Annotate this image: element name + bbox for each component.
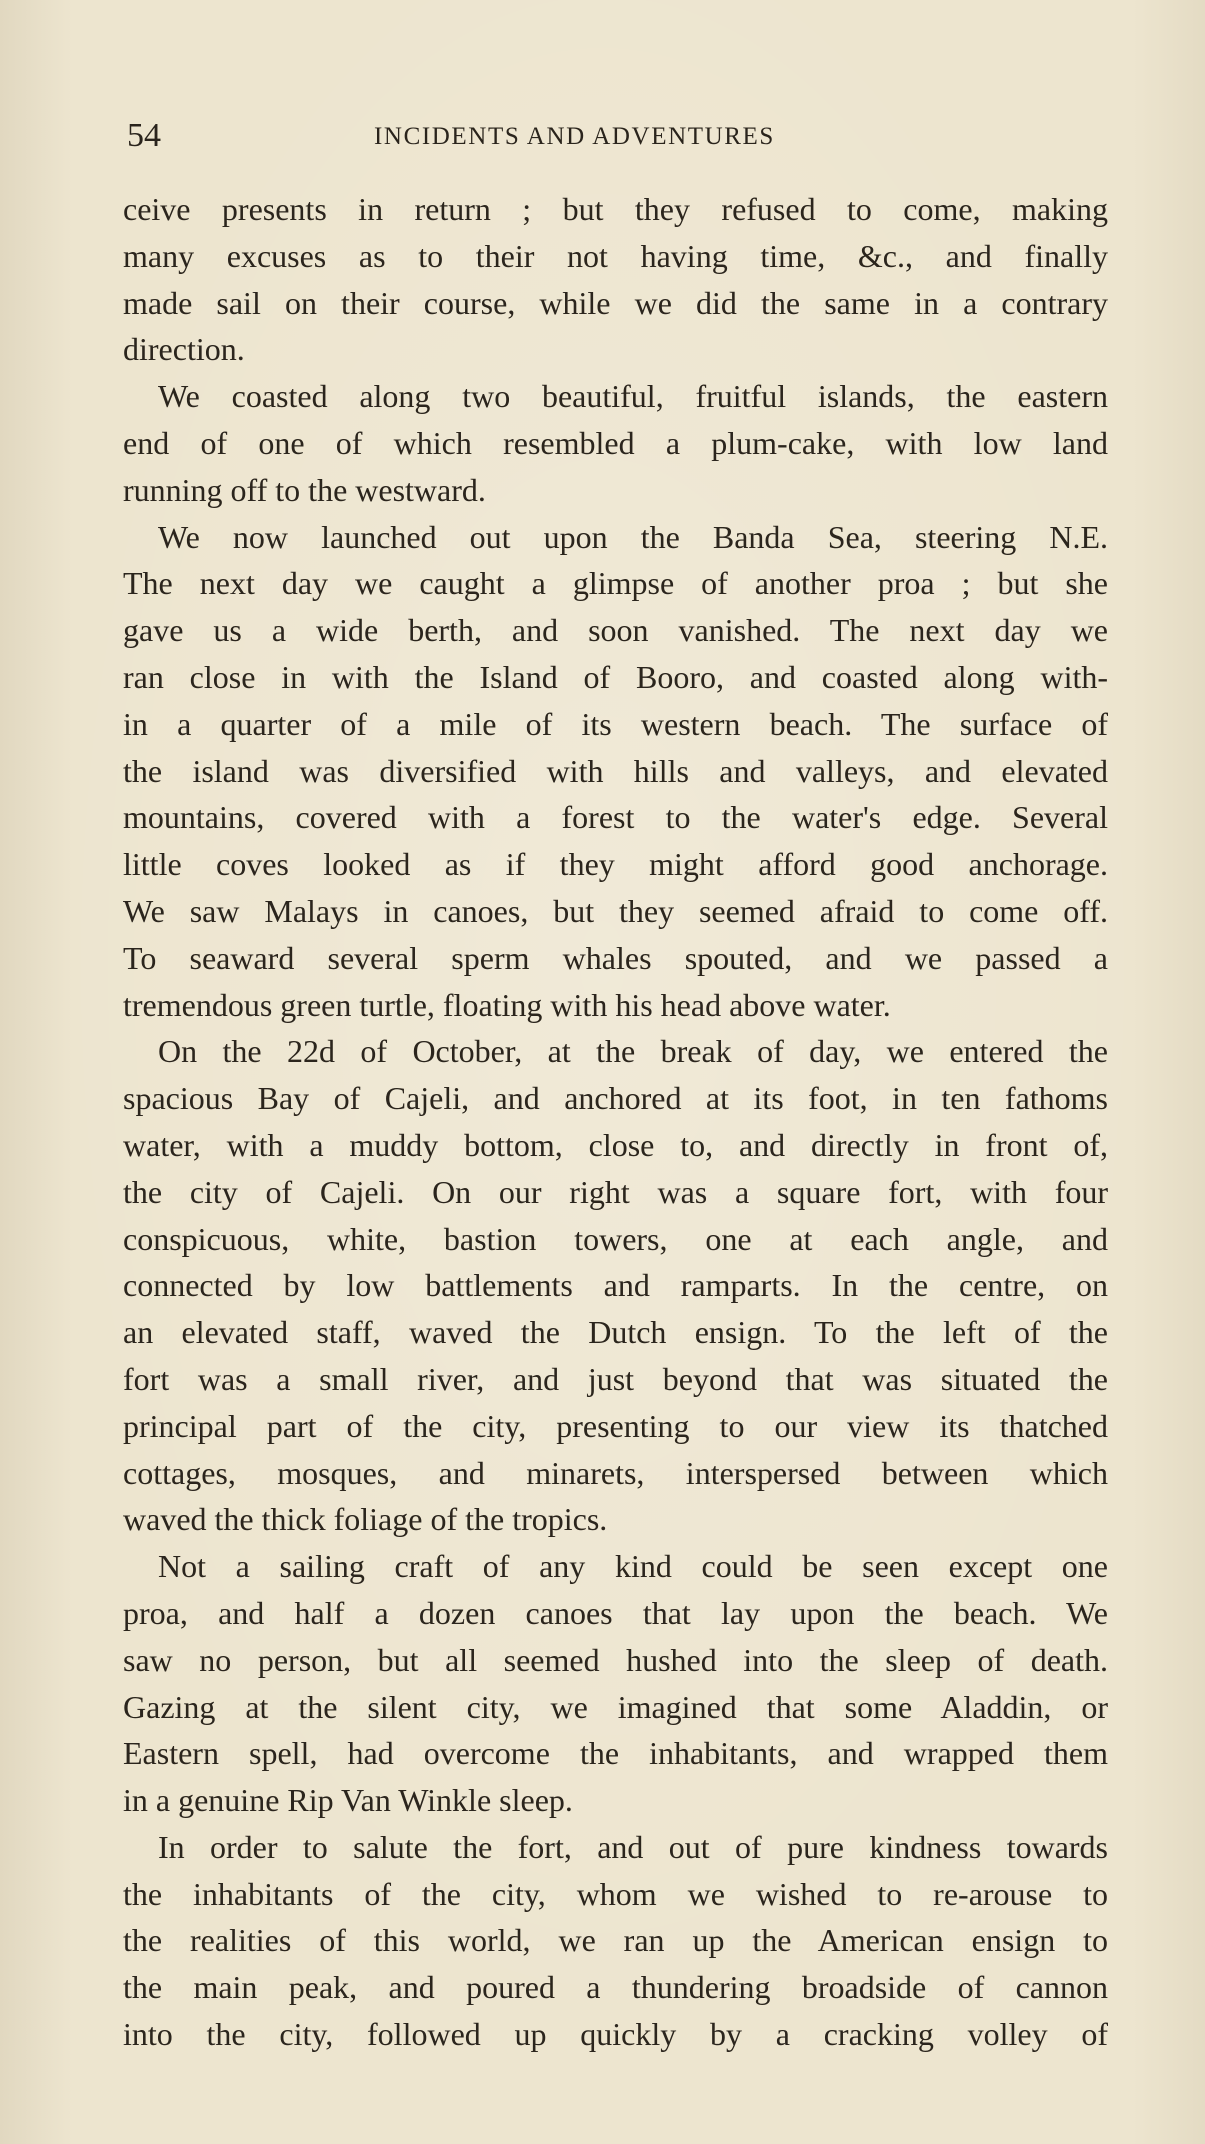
- text-line: tremendous green turtle, floating with his head above water.: [123, 986, 891, 1023]
- text-line: into the city, followed up quickly by a cracking volley of: [123, 2016, 1108, 2053]
- running-head: [127, 116, 1067, 156]
- text-line: connected by low battlements and ramparts. In the centre, on: [123, 1267, 1108, 1304]
- text-line: We saw Malays in canoes, but they seemed afraid to come off.: [123, 892, 1108, 929]
- text-line: Eastern spell, had overcome the inhabitants, and wrapped them: [123, 1735, 1108, 1772]
- text-line: Gazing at the silent city, we imagined that some Aladdin, or: [123, 1688, 1108, 1725]
- text-line: the inhabitants of the city, whom we wished to re-arouse to: [123, 1875, 1108, 1912]
- text-line: In order to salute the fort, and out of pure kindness towards: [158, 1828, 1108, 1865]
- text-line: made sail on their course, while we did the same in a contrary: [123, 284, 1108, 321]
- text-line: the main peak, and poured a thundering broadside of cannon: [123, 1969, 1108, 2006]
- text-line: conspicuous, white, bastion towers, one at each angle, and: [123, 1220, 1108, 1257]
- text-line: running off to the westward.: [123, 471, 486, 508]
- text-line: waved the thick foliage of the tropics.: [123, 1501, 608, 1538]
- text-line: We now launched out upon the Banda Sea, steering N.E.: [158, 518, 1108, 555]
- text-line: the island was diversified with hills and valleys, and elevated: [123, 752, 1108, 789]
- text-line: direction.: [123, 331, 245, 368]
- text-line: To seaward several sperm whales spouted, and we passed a: [123, 939, 1108, 976]
- text-line: On the 22d of October, at the break of day, we entered the: [158, 1033, 1108, 1070]
- text-line: end of one of which resembled a plum-cake, with low land: [123, 424, 1108, 461]
- text-line: cottages, mosques, and minarets, interspersed between which: [123, 1454, 1108, 1491]
- text-line: principal part of the city, presenting to our view its thatched: [123, 1407, 1108, 1444]
- text-line: water, with a muddy bottom, close to, and directly in front of,: [123, 1126, 1108, 1163]
- text-line: mountains, covered with a forest to the water's edge. Several: [123, 799, 1108, 836]
- text-line: Not a sailing craft of any kind could be seen except one: [158, 1548, 1108, 1585]
- text-line: spacious Bay of Cajeli, and anchored at its foot, in ten fathoms: [123, 1080, 1108, 1117]
- text-line: the city of Cajeli. On our right was a square fort, with four: [123, 1173, 1108, 1210]
- text-line: ceive presents in return ; but they refused to come, making: [123, 191, 1108, 227]
- text-line: fort was a small river, and just beyond that was situated the: [123, 1360, 1108, 1397]
- text-line: an elevated staff, waved the Dutch ensign. To the left of the: [123, 1314, 1108, 1351]
- page-number: 54: [127, 117, 161, 154]
- text-line: little coves looked as if they might afford good anchorage.: [123, 846, 1108, 883]
- text-line: proa, and half a dozen canoes that lay upon the beach. We: [123, 1594, 1108, 1631]
- text-line: the realities of this world, we ran up the American ensign to: [123, 1922, 1108, 1959]
- text-line: many excuses as to their not having time, &c., and finally: [123, 237, 1108, 274]
- text-line: gave us a wide berth, and soon vanished. The next day we: [123, 612, 1108, 649]
- text-line: in a quarter of a mile of its western beach. The surface of: [123, 705, 1108, 742]
- text-line: ran close in with the Island of Booro, and coasted along with-: [123, 658, 1108, 695]
- text-line: in a genuine Rip Van Winkle sleep.: [123, 1782, 573, 1819]
- text-line: The next day we caught a glimpse of another proa ; but she: [123, 565, 1108, 602]
- body-text: [123, 186, 1108, 2058]
- text-line: We coasted along two beautiful, fruitful islands, the eastern: [158, 378, 1108, 415]
- text-line: saw no person, but all seemed hushed into the sleep of death.: [123, 1641, 1108, 1678]
- running-title: INCIDENTS AND ADVENTURES: [374, 123, 775, 150]
